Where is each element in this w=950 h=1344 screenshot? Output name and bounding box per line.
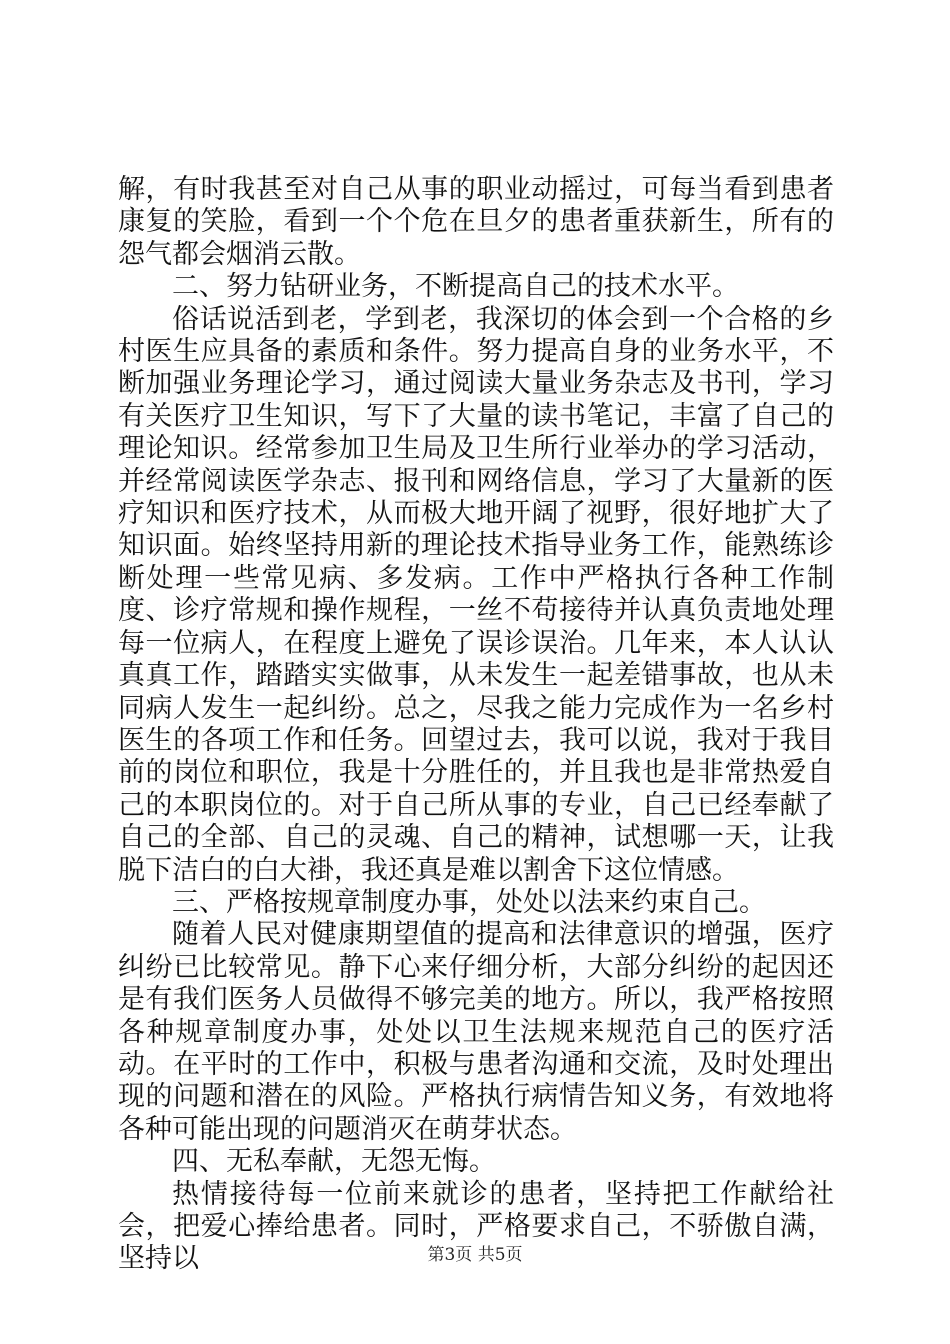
section-heading-4: 四、无私奉献，无怨无悔。 <box>172 1146 496 1178</box>
paragraph-study: 俗话说活到老，学到老，我深切的体会到一个合格的乡村医生应具备的素质和条件。努力提高自身的业务水平，不断加强业务理论学习，通过阅读大量业务杂志及书刊，学习有关医疗卫生知识，写下了大量的读书笔记，丰富了自己的理论知识。经常参加卫生局及卫生所行业举办的学习活动，并经常阅读医学杂志、报刊和网络信息，学习了大量新的医疗知识和医疗技术，从而极大地开阔了视野，很好地扩大了知识面。始终坚持用新的理论技术指导业务工作，能熟练诊断处理一些常见病、多发病。工作中严格执行各种工作制度、诊疗常规和操作规程，一丝不苟接待并认真负责地处理每一位病人，在程度上避免了误诊误治。几年来，本人认认真真工作，踏踏实实做事，从未发生一起差错事故，也从未同病人发生一起纠纷。总之，尽我之能力完成作为一名乡村医生的各项工作和任务。回望过去，我可以说，我对于我目前的岗位和职位，我是十分胜任的，并且我也是非常热爱自己的本职岗位的。对于自己所从事的专业，自己已经奉献了自己的全部、自己的灵魂、自己的精神，试想哪一天，让我脱下洁白的白大褂，我还真是难以割舍下这位情感。 <box>118 303 834 886</box>
section-heading-3: 三、严格按规章制度办事，处处以法来约束自己。 <box>172 886 766 918</box>
document-body <box>118 174 834 1276</box>
paragraph-continuation: 解，有时我甚至对自己从事的职业动摇过，可每当看到患者康复的笑脸，看到一个个危在旦夕的患者重获新生，所有的怨气都会烟消云散。 <box>118 174 834 270</box>
page-number-footer: 第3页 共5页 <box>427 1245 523 1265</box>
section-heading-2: 二、努力钻研业务，不断提高自己的技术水平。 <box>172 271 739 303</box>
paragraph-regulations: 随着人民对健康期望值的提高和法律意识的增强，医疗纠纷已比较常见。静下心来仔细分析，大部分纠纷的起因还是有我们医务人员做得不够完美的地方。所以，我严格按照各种规章制度办事，处处以卫生法规来规范自己的医疗活动。在平时的工作中，积极与患者沟通和交流，及时处理出现的问题和潜在的风险。严格执行病情告知义务，有效地将各种可能出现的问题消灭在萌芽状态。 <box>118 919 834 1145</box>
paragraph-dedication: 热情接待每一位前来就诊的患者，坚持把工作献给社会，把爱心捧给患者。同时，严格要求自己，不骄傲自满，坚持以 <box>118 1178 834 1275</box>
